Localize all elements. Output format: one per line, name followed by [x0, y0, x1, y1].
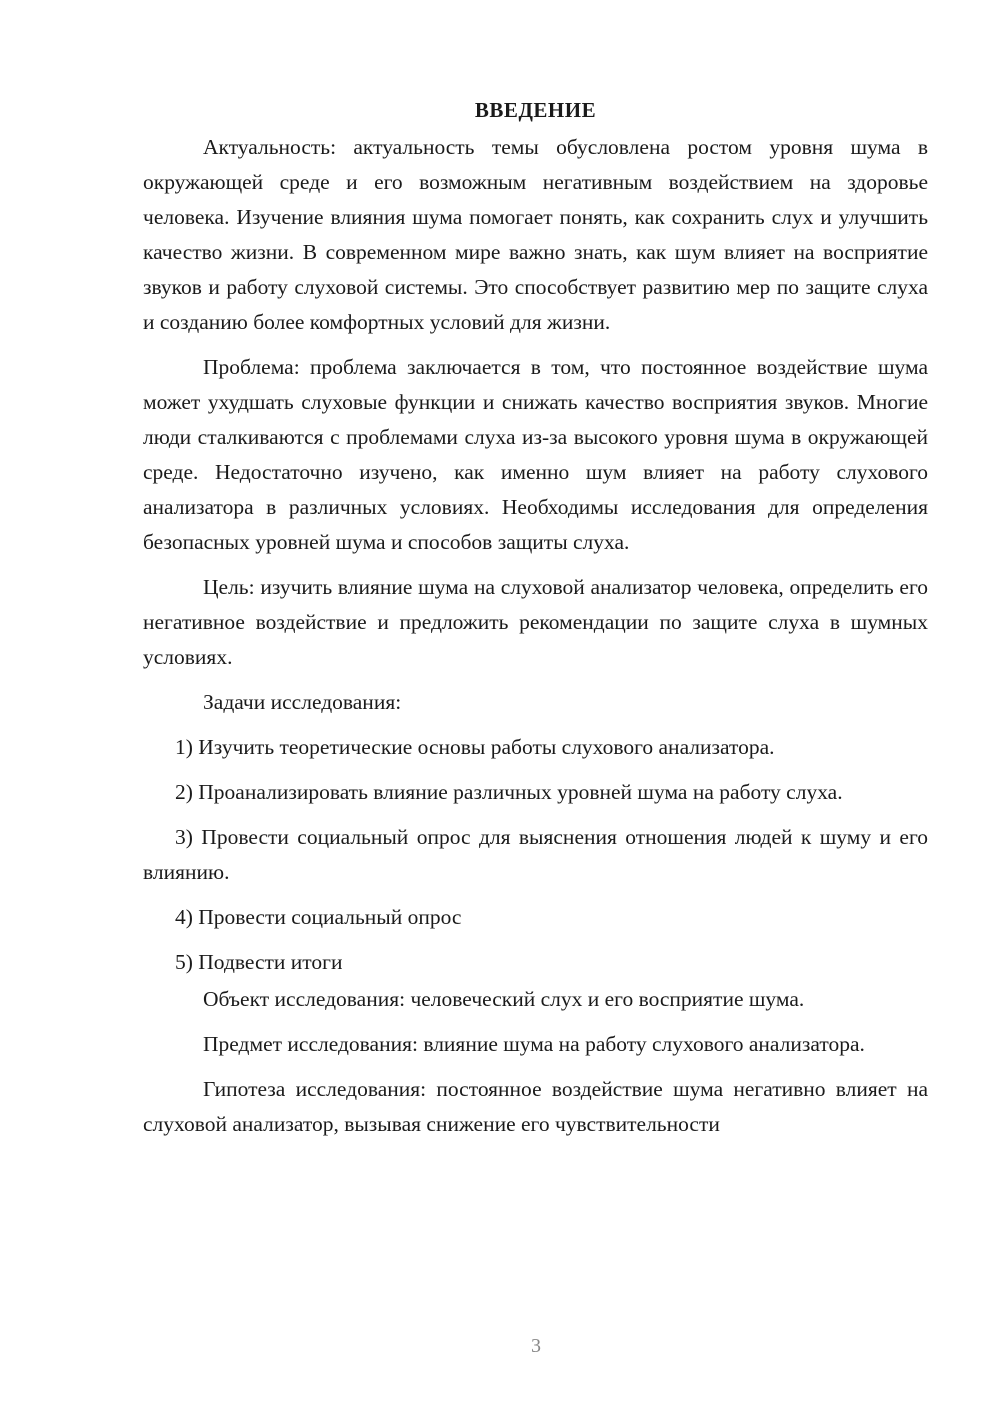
page-number: 3	[531, 1335, 541, 1357]
subject-paragraph: Предмет исследования: влияние шума на работу слухового анализатора.	[203, 1032, 865, 1056]
relevance-paragraph: Актуальность: актуальность темы обусловлена ростом уровня шума в окружающей среде и его возможным негативным воздействием на здоровье человека. Изучение влияния шума помогает понять, как сохранить слух и улучшить качество жизни. В современном мире важно знать, как шум влияет на восприятие звуков и работу слуховой системы. Это способствует развитию мер по защите слуха и созданию более комфортных условий для жизни.	[143, 135, 928, 334]
task-item: 3) Провести социальный опрос для выяснения отношения людей к шуму и его влиянию.	[143, 825, 928, 884]
task-item: 1) Изучить теоретические основы работы слухового анализатора.	[175, 735, 775, 759]
problem-paragraph: Проблема: проблема заключается в том, что постоянное воздействие шума может ухудшать слуховые функции и снижать качество восприятия звуков. Многие люди сталкиваются с проблемами слуха из-за высокого уровня шума в окружающей среде. Недостаточно изучено, как именно шум влияет на работу слухового анализатора в различных условиях. Необходимы исследования для определения безопасных уровней шума и способов защиты слуха.	[143, 355, 928, 554]
task-item: 5) Подвести итоги	[175, 950, 343, 974]
task-item: 2) Проанализировать влияние различных уровней шума на работу слуха.	[175, 780, 843, 804]
document-page	[143, 96, 928, 1152]
hypothesis-paragraph: Гипотеза исследования: постоянное воздействие шума негативно влияет на слуховой анализатор, вызывая снижение его чувствительности	[143, 1077, 928, 1136]
object-paragraph: Объект исследования: человеческий слух и его восприятие шума.	[203, 987, 805, 1011]
page-title: ВВЕДЕНИЕ	[474, 98, 597, 122]
task-item: 4) Провести социальный опрос	[175, 905, 462, 929]
goal-paragraph: Цель: изучить влияние шума на слуховой анализатор человека, определить его негативное воздействие и предложить рекомендации по защите слуха в шумных условиях.	[143, 575, 928, 669]
tasks-heading: Задачи исследования:	[203, 690, 402, 714]
